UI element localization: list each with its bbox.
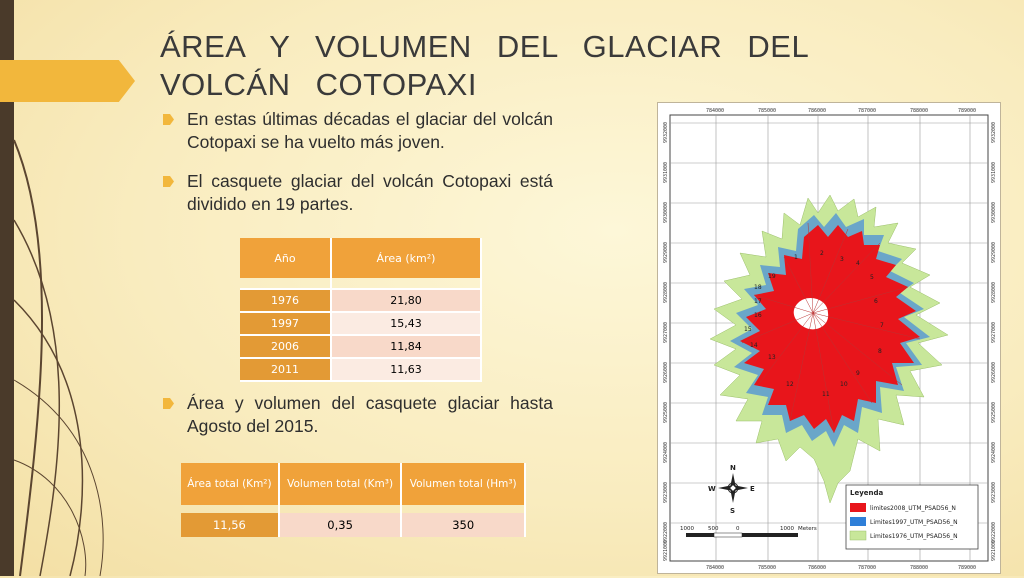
legend-swatch bbox=[850, 503, 866, 512]
left-coord: 9930000 bbox=[663, 201, 669, 223]
sector-label: 8 bbox=[878, 348, 882, 355]
right-coord: 9927000 bbox=[991, 321, 997, 343]
header-volume-km3: Volumen total (Km³) bbox=[279, 463, 402, 505]
area-cell: 11,84 bbox=[331, 335, 481, 358]
bullet-text: Área y volumen del casquete glaciar hasta Agosto del 2015. bbox=[187, 393, 553, 436]
sector-label: 14 bbox=[750, 342, 758, 349]
compass-w: W bbox=[708, 485, 716, 493]
left-coord: 9931000 bbox=[663, 161, 669, 183]
compass-e: E bbox=[750, 485, 755, 493]
left-coord: 9932000 bbox=[663, 121, 669, 143]
bullet-text: En estas últimas décadas el glaciar del volcán Cotopaxi se ha vuelto más joven. bbox=[187, 109, 553, 152]
glacier-map bbox=[657, 102, 1001, 574]
header-year: Año bbox=[240, 238, 331, 278]
map-legend bbox=[846, 485, 978, 549]
legend-swatch bbox=[850, 531, 866, 540]
scale-label: 1000 bbox=[780, 526, 794, 532]
left-coord: 9927000 bbox=[663, 321, 669, 343]
header-volume-hm3: Volumen total (Hm³) bbox=[401, 463, 525, 505]
bullet-3 bbox=[163, 392, 553, 438]
legend-item-label: Limites1976_UTM_PSAD56_N bbox=[870, 533, 958, 540]
sector-label: 17 bbox=[754, 298, 762, 305]
year-cell: 1976 bbox=[240, 289, 331, 312]
year-cell: 2011 bbox=[240, 358, 331, 381]
bullet-text: El casquete glaciar del volcán Cotopaxi está dividido en 19 partes. bbox=[187, 171, 553, 214]
sector-label: 6 bbox=[874, 298, 878, 305]
right-coord: 9923000 bbox=[991, 481, 997, 503]
scale-bar bbox=[686, 533, 798, 537]
bottom-coord: 786000 bbox=[808, 565, 827, 571]
sector-label: 12 bbox=[786, 381, 794, 388]
bottom-coord: 788000 bbox=[910, 565, 929, 571]
scale-label: 500 bbox=[708, 526, 719, 532]
area-cell: 11,63 bbox=[331, 358, 481, 381]
year-cell: 1997 bbox=[240, 312, 331, 335]
left-coord: 9921000 bbox=[663, 539, 669, 561]
bullet-1 bbox=[163, 108, 553, 154]
scale-unit: Meters bbox=[798, 526, 817, 532]
left-coord: 9924000 bbox=[663, 441, 669, 463]
scale-label: 1000 bbox=[680, 526, 694, 532]
arrow-bullet-icon bbox=[163, 398, 174, 409]
right-coord: 9921000 bbox=[991, 539, 997, 561]
volume-km3-cell: 0,35 bbox=[279, 513, 402, 537]
left-coord: 9929000 bbox=[663, 241, 669, 263]
sector-label: 11 bbox=[822, 391, 830, 398]
bottom-coord: 785000 bbox=[758, 565, 777, 571]
right-coord: 9930000 bbox=[991, 201, 997, 223]
right-coord: 9932000 bbox=[991, 121, 997, 143]
top-coord: 789000 bbox=[958, 108, 977, 114]
sector-label: 18 bbox=[754, 284, 762, 291]
top-coord: 787000 bbox=[858, 108, 877, 114]
area-by-year-table bbox=[240, 238, 482, 382]
table-row bbox=[240, 358, 481, 381]
right-coord: 9931000 bbox=[991, 161, 997, 183]
legend-title: Leyenda bbox=[850, 489, 884, 497]
compass-s: S bbox=[730, 507, 736, 515]
sector-label: 16 bbox=[754, 312, 762, 319]
totals-table bbox=[181, 463, 526, 537]
top-coord: 788000 bbox=[910, 108, 929, 114]
bottom-coord: 789000 bbox=[958, 565, 977, 571]
right-coord: 9928000 bbox=[991, 281, 997, 303]
legend-swatch bbox=[850, 517, 866, 526]
glacier-map-svg bbox=[658, 103, 1000, 573]
right-coord: 9924000 bbox=[991, 441, 997, 463]
table-row bbox=[181, 513, 525, 537]
table-row bbox=[240, 335, 481, 358]
right-coord: 9922000 bbox=[991, 521, 997, 543]
sector-label: 2 bbox=[820, 250, 824, 257]
bottom-coord: 787000 bbox=[858, 565, 877, 571]
top-coord: 784000 bbox=[706, 108, 725, 114]
sector-label: 15 bbox=[744, 326, 752, 333]
sector-label: 9 bbox=[856, 370, 860, 377]
arrow-bullet-icon bbox=[163, 114, 174, 125]
sector-label: 7 bbox=[880, 322, 884, 329]
sector-label: 1 bbox=[794, 254, 798, 261]
bottom-coord: 784000 bbox=[706, 565, 725, 571]
table-row bbox=[240, 312, 481, 335]
left-coord: 9926000 bbox=[663, 361, 669, 383]
legend-item-label: Limites1997_UTM_PSAD56_N bbox=[870, 519, 958, 526]
area-cell: 15,43 bbox=[331, 312, 481, 335]
left-coord: 9928000 bbox=[663, 281, 669, 303]
right-coord: 9925000 bbox=[991, 401, 997, 423]
sector-label: 5 bbox=[870, 274, 874, 281]
sector-label: 10 bbox=[840, 381, 848, 388]
top-coord: 785000 bbox=[758, 108, 777, 114]
left-coord: 9925000 bbox=[663, 401, 669, 423]
right-coord: 9929000 bbox=[991, 241, 997, 263]
bullet-2 bbox=[163, 170, 553, 216]
legend-item-label: limites2008_UTM_PSAD56_N bbox=[870, 505, 956, 512]
compass-n: N bbox=[730, 464, 736, 472]
title-arrow-accent bbox=[0, 60, 135, 102]
area-cell: 21,80 bbox=[331, 289, 481, 312]
sector-label: 3 bbox=[840, 256, 844, 263]
sector-label: 4 bbox=[856, 260, 860, 267]
volume-hm3-cell: 350 bbox=[401, 513, 525, 537]
table-row bbox=[240, 289, 481, 312]
right-coord: 9926000 bbox=[991, 361, 997, 383]
slide-title: ÁREA Y VOLUMEN DEL GLACIAR DEL VOLCÁN COTOPAXI bbox=[160, 29, 809, 102]
scale-label: 0 bbox=[736, 526, 740, 532]
header-area: Área (km²) bbox=[331, 238, 481, 278]
sector-label: 13 bbox=[768, 354, 776, 361]
left-coord: 9922000 bbox=[663, 521, 669, 543]
year-cell: 2006 bbox=[240, 335, 331, 358]
arrow-bullet-icon bbox=[163, 176, 174, 187]
sector-label: 19 bbox=[768, 273, 776, 280]
total-area-cell: 11,56 bbox=[181, 513, 279, 537]
left-coord: 9923000 bbox=[663, 481, 669, 503]
header-total-area: Área total (Km²) bbox=[181, 463, 279, 505]
top-coord: 786000 bbox=[808, 108, 827, 114]
